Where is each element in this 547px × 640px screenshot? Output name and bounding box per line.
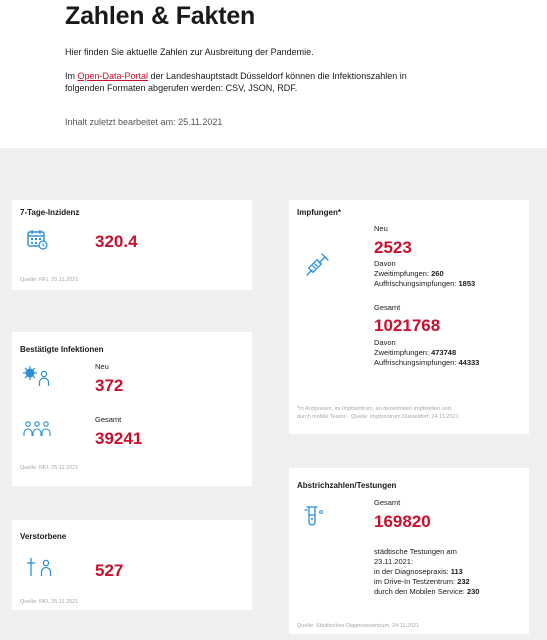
tests-card bbox=[289, 468, 529, 634]
incidence-title: 7-Tage-Inzidenz bbox=[20, 208, 80, 217]
incidence-card bbox=[12, 200, 252, 290]
portal-suffix-2: folgenden Formaten abgerufen werden: CSV, JSON, RDF. bbox=[65, 83, 298, 93]
infections-total-label: Gesamt bbox=[95, 415, 122, 424]
vaccinations-total-second: Zweitimpfungen: 473748 bbox=[374, 348, 457, 357]
deaths-value: 527 bbox=[95, 561, 124, 580]
infections-new-label: Neu bbox=[95, 362, 109, 371]
tests-mobile: durch den Mobilen Service: 230 bbox=[374, 587, 480, 596]
group-icon bbox=[22, 420, 52, 438]
incidence-value: 320.4 bbox=[95, 232, 138, 251]
vaccinations-new-second: Zweitimpfungen: 260 bbox=[374, 269, 444, 278]
vaccinations-footnote: *In Arztpraxen, im Impfzentrum, an dezentralen Impfstellen und durch mobile Teams · Quelle: Impfzentrum Düsseldorf, 24.11.2021 bbox=[297, 406, 459, 420]
calendar-icon bbox=[26, 228, 48, 250]
deaths-card bbox=[12, 520, 252, 610]
vaccinations-title: Impfungen* bbox=[297, 208, 341, 217]
page-title: Zahlen & Fakten bbox=[65, 2, 256, 30]
deaths-title: Verstorbene bbox=[20, 532, 67, 541]
portal-text bbox=[65, 70, 407, 94]
tests-total-value: 169820 bbox=[374, 512, 431, 531]
virus-person-icon bbox=[22, 365, 50, 387]
vaccinations-total-davon: Davon bbox=[374, 338, 396, 347]
infections-new-value: 372 bbox=[95, 376, 124, 395]
vaccinations-total-value: 1021768 bbox=[374, 316, 441, 335]
vaccinations-new-label: Neu bbox=[374, 224, 388, 233]
tests-title: Abstrichzahlen/Testungen bbox=[297, 481, 397, 490]
cross-person-icon bbox=[26, 556, 54, 578]
vaccinations-total-booster: Auffrischungsimpfungen: 44333 bbox=[374, 358, 480, 367]
vaccinations-total-label: Gesamt bbox=[374, 303, 401, 312]
infections-card bbox=[12, 332, 252, 486]
vaccinations-card bbox=[289, 200, 529, 434]
tests-line2: 23.11.2021: bbox=[374, 557, 414, 566]
tests-line1: städtische Testungen am bbox=[374, 547, 457, 556]
open-data-portal-link[interactable]: Open-Data-Portal bbox=[77, 71, 149, 81]
last-edit-text: Inhalt zuletzt bearbeitet am: 25.11.2021 bbox=[65, 117, 223, 127]
vaccinations-new-davon: Davon bbox=[374, 259, 396, 268]
tests-drive-in: im Drive-In Testzentrum: 232 bbox=[374, 577, 470, 586]
infections-source: Quelle: RKI, 25.11.2021 bbox=[20, 465, 79, 471]
infections-title: Bestätigte Infektionen bbox=[20, 345, 104, 354]
portal-prefix: Im bbox=[65, 71, 78, 81]
incidence-source: Quelle: RKI, 25.11.2021 bbox=[20, 277, 79, 283]
header-section bbox=[0, 0, 547, 148]
vaccinations-new-booster: Auffrischungsimpfungen: 1853 bbox=[374, 279, 476, 288]
infections-total-value: 39241 bbox=[95, 429, 143, 448]
vaccinations-new-value: 2523 bbox=[374, 238, 412, 257]
tests-total-label: Gesamt bbox=[374, 498, 401, 507]
deaths-source: Quelle: RKI, 25.11.2021 bbox=[20, 599, 79, 605]
tests-practice: in der Diagnosepraxis: 113 bbox=[374, 567, 463, 576]
tests-source: Quelle: Städtisches Diagnosezentrum, 24.11.2021 bbox=[297, 623, 420, 629]
test-tube-icon bbox=[303, 504, 327, 530]
syringe-icon bbox=[305, 253, 329, 277]
intro-text: Hier finden Sie aktuelle Zahlen zur Ausbreitung der Pandemie. bbox=[65, 47, 314, 57]
portal-suffix-1: der Landeshauptstadt Düsseldorf können die Infektionszahlen in bbox=[148, 71, 407, 81]
